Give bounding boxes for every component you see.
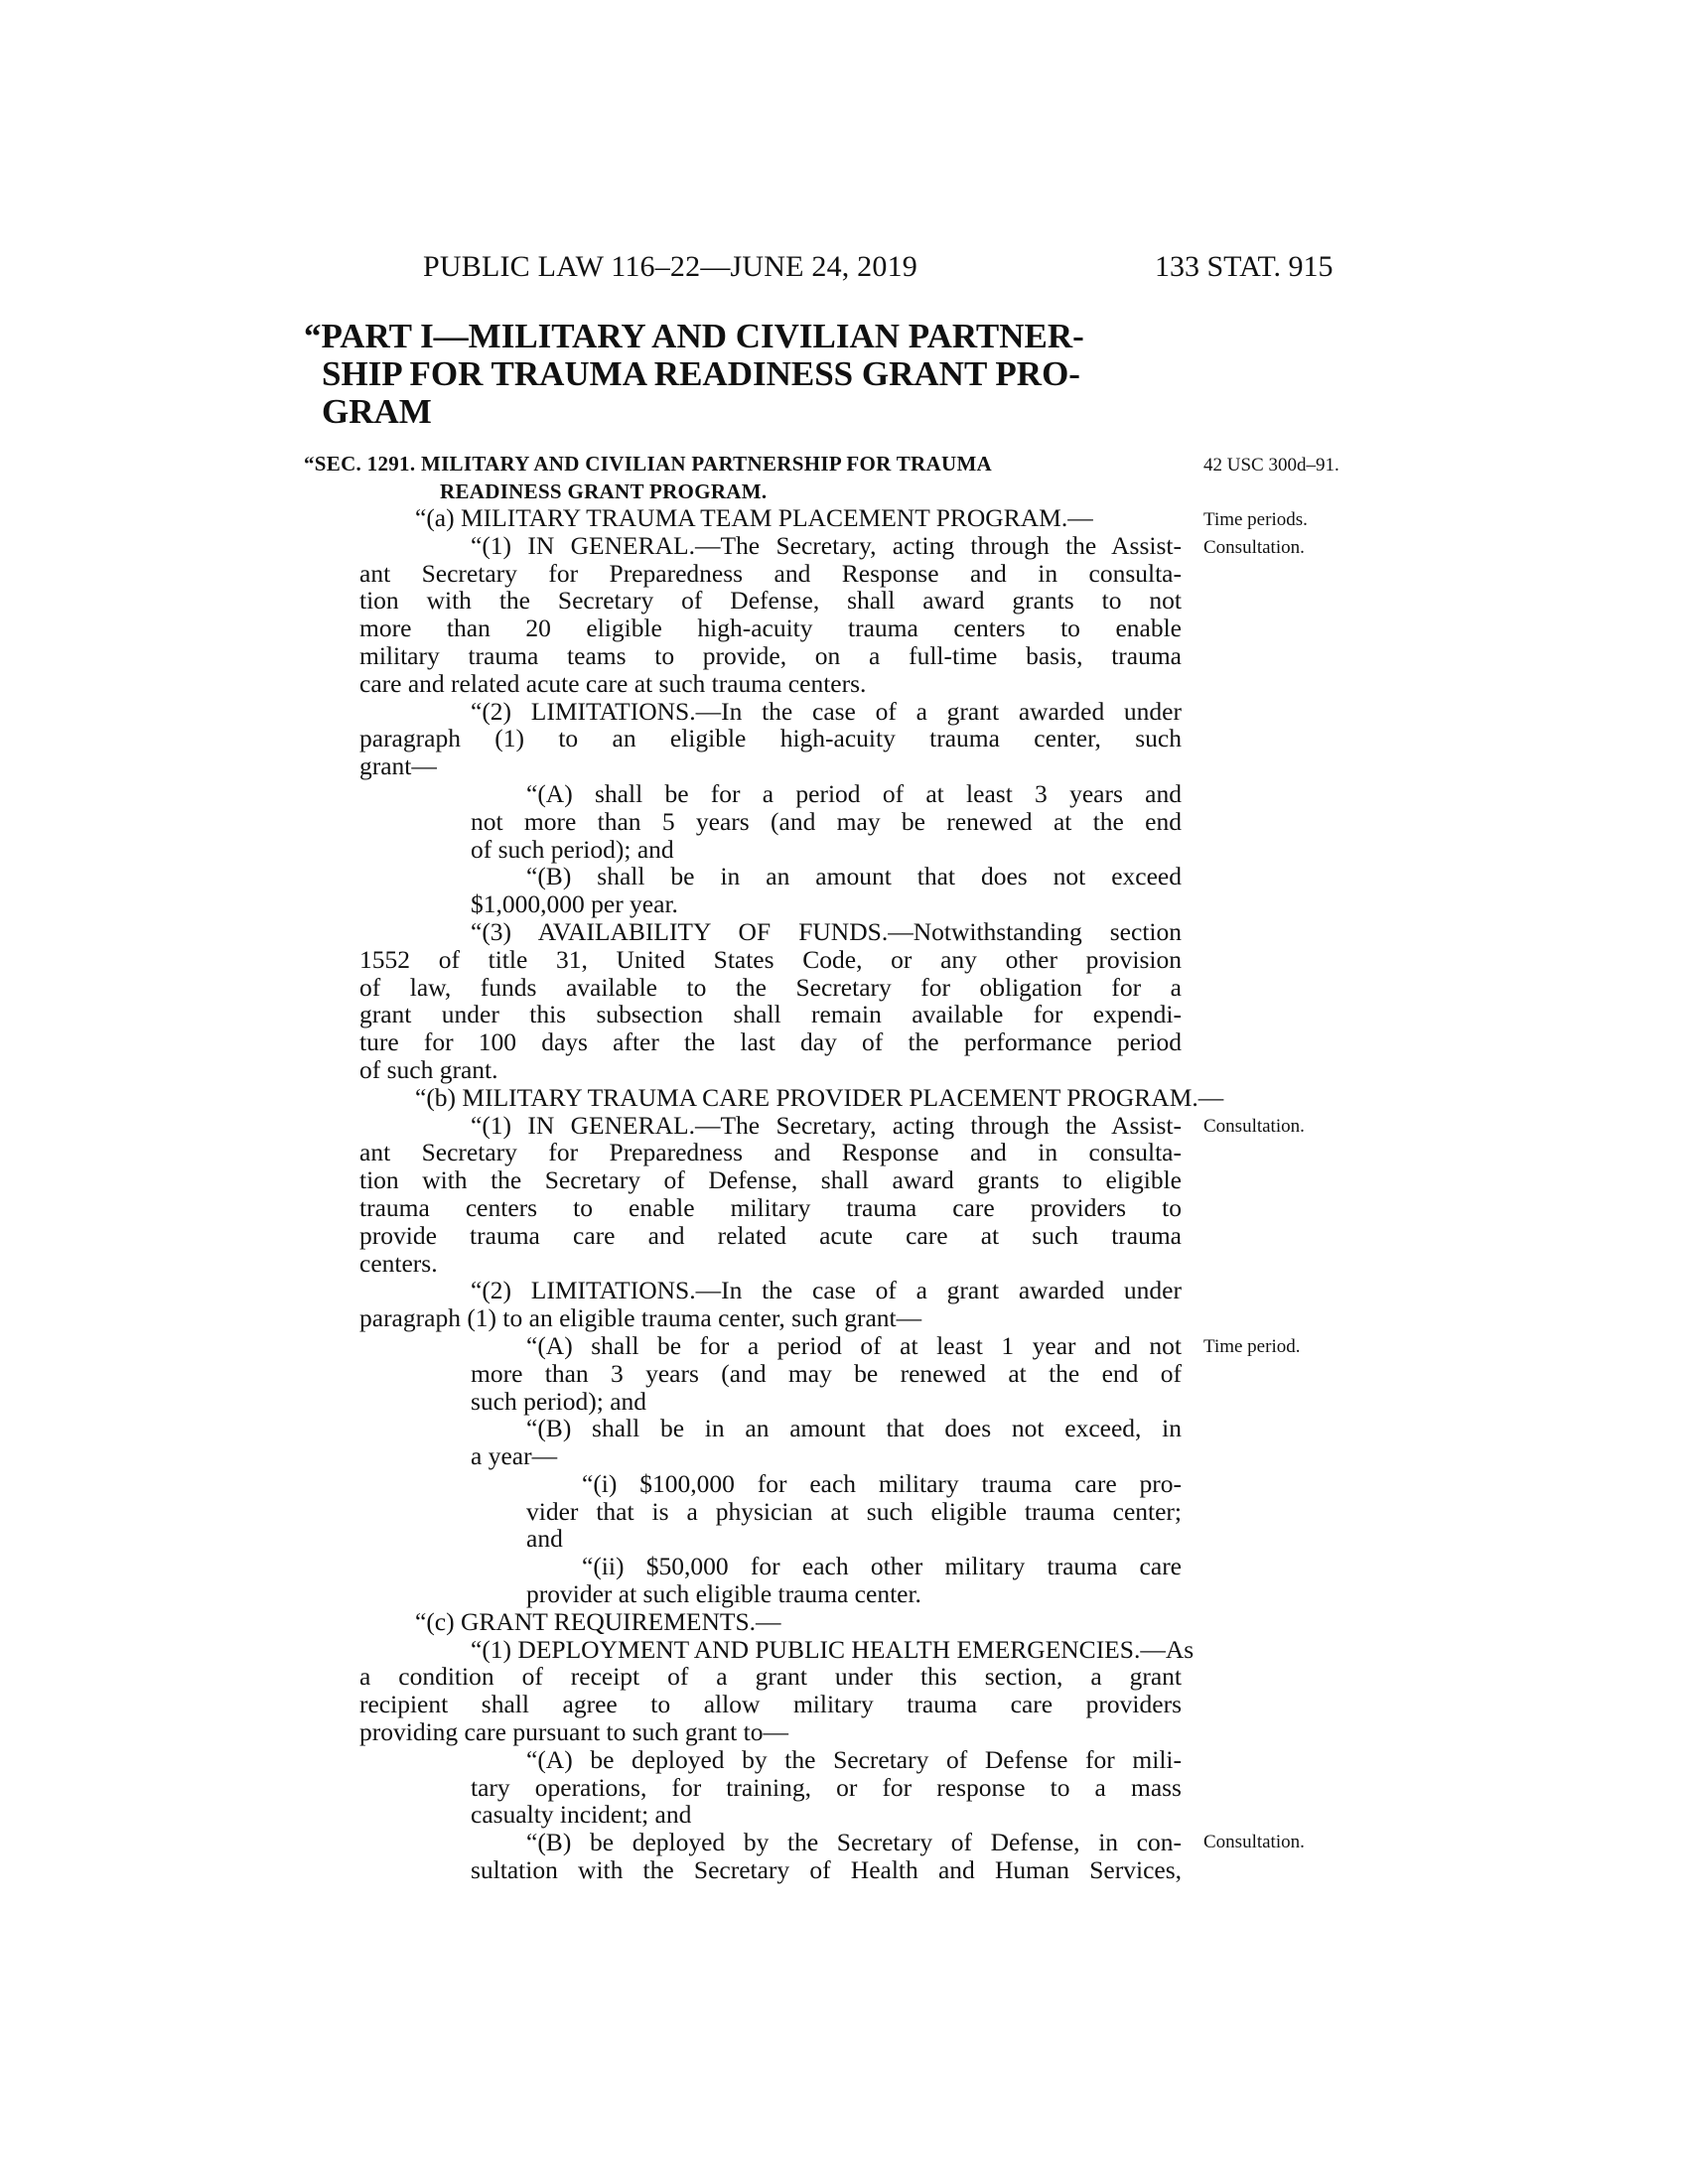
body-line: “(2) LIMITATIONS.—In the case of a grant awarded under — [471, 1276, 1182, 1305]
body-line: centers. — [359, 1248, 438, 1278]
body-line: care and related acute care at such trauma centers. — [359, 668, 867, 698]
body-line: sultation with the Secretary of Health and Human Services, — [471, 1855, 1182, 1885]
body-line: “(i) $100,000 for each military trauma care pro- — [582, 1468, 1182, 1498]
body-line: “(ii) $50,000 for each other military trauma care — [582, 1552, 1182, 1581]
section-heading-line: “SEC. 1291. MILITARY AND CIVILIAN PARTNERSHIP FOR TRAUMA — [304, 452, 993, 476]
body-line: “(1) IN GENERAL.—The Secretary, acting through the Assist- — [471, 530, 1182, 560]
body-line: provider at such eligible trauma center. — [526, 1579, 921, 1609]
body-line: of such period); and — [471, 834, 674, 864]
body-line: vider that is a physician at such eligible trauma center; — [526, 1496, 1182, 1526]
body-line: 1552 of title 31, United States Code, or any other provision — [359, 944, 1182, 974]
body-line: provide trauma care and related acute care at such trauma — [359, 1220, 1182, 1250]
margin-note-usc: 42 USC 300d–91. — [1203, 455, 1339, 476]
body-line: a condition of receipt of a grant under this section, a grant — [359, 1662, 1182, 1692]
body-line: grant— — [359, 751, 437, 781]
body-line: ant Secretary for Preparedness and Response and in consulta- — [359, 558, 1182, 588]
margin-note-consultation: Consultation. — [1203, 537, 1305, 558]
body-line: more than 20 eligible high-acuity trauma centers to enable — [359, 614, 1182, 643]
body-line: “(2) LIMITATIONS.—In the case of a grant awarded under — [471, 696, 1182, 726]
margin-note-consultation: Consultation. — [1203, 1116, 1305, 1137]
subsection-heading-line: “(a) MILITARY TRAUMA TEAM PLACEMENT PROGRAM.— — [415, 503, 1093, 532]
body-line: recipient shall agree to allow military trauma care providers — [359, 1690, 1182, 1719]
body-line: grant under this subsection shall remain available for expendi- — [359, 1000, 1182, 1029]
body-line: “(A) shall be for a period of at least 3 years and — [526, 778, 1182, 808]
margin-note-consultation: Consultation. — [1203, 1832, 1305, 1852]
body-line: “(B) shall be in an amount that does not exceed, in — [526, 1414, 1182, 1443]
body-line: tary operations, for training, or for response to a mass — [471, 1772, 1182, 1802]
subsection-heading-line: “(b) MILITARY TRAUMA CARE PROVIDER PLACEMENT PROGRAM.— — [415, 1082, 1224, 1112]
body-line: paragraph (1) to an eligible high-acuity trauma center, such — [359, 724, 1182, 753]
body-line: trauma centers to enable military trauma care providers to — [359, 1192, 1182, 1222]
running-header-law: PUBLIC LAW 116–22—JUNE 24, 2019 — [423, 250, 917, 283]
body-line: ant Secretary for Preparedness and Response and in consulta- — [359, 1138, 1182, 1167]
body-line: “(B) shall be in an amount that does not exceed — [526, 862, 1182, 891]
body-line: of such grant. — [359, 1054, 498, 1084]
body-line: paragraph (1) to an eligible trauma center, such grant— — [359, 1303, 922, 1333]
body-line: “(A) be deployed by the Secretary of Defense for mili- — [526, 1744, 1182, 1774]
body-line: “(1) IN GENERAL.—The Secretary, acting through the Assist- — [471, 1110, 1182, 1140]
part-title-line: “PART I—MILITARY AND CIVILIAN PARTNER- — [304, 317, 1084, 355]
body-line: military trauma teams to provide, on a full-time basis, trauma — [359, 640, 1182, 670]
margin-note-time-periods: Time periods. — [1203, 509, 1308, 530]
body-line: tion with the Secretary of Defense, shall award grants to eligible — [359, 1165, 1182, 1195]
part-title — [304, 318, 1197, 431]
body-line: and — [526, 1524, 563, 1554]
statute-body-text — [359, 503, 1224, 1885]
body-line: ture for 100 days after the last day of the performance period — [359, 1027, 1182, 1057]
body-line: a year— — [471, 1441, 558, 1471]
body-line: “(3) AVAILABILITY OF FUNDS.—Notwithstanding section — [471, 916, 1182, 946]
section-heading — [304, 450, 1178, 505]
section-heading-line: READINESS GRANT PROGRAM. — [440, 479, 768, 503]
body-line: casualty incident; and — [471, 1800, 692, 1830]
body-line: of law, funds available to the Secretary for obligation for a — [359, 972, 1182, 1002]
margin-note-time-period: Time period. — [1203, 1336, 1301, 1357]
running-header-stat-page: 133 STAT. 915 — [1155, 250, 1334, 283]
body-line: not more than 5 years (and may be renewed at the end — [471, 806, 1182, 836]
body-line: “(1) DEPLOYMENT AND PUBLIC HEALTH EMERGENCIES.—As — [471, 1634, 1195, 1664]
subsection-heading-line: “(c) GRANT REQUIREMENTS.— — [415, 1606, 781, 1636]
body-line: “(A) shall be for a period of at least 1 year and not — [526, 1330, 1182, 1360]
part-title-line: GRAM — [322, 392, 432, 431]
body-line: such period); and — [471, 1386, 647, 1416]
body-line: providing care pursuant to such grant to— — [359, 1717, 788, 1747]
body-line: tion with the Secretary of Defense, shall award grants to not — [359, 586, 1182, 615]
part-title-line: SHIP FOR TRAUMA READINESS GRANT PRO- — [322, 354, 1080, 393]
body-line: $1,000,000 per year. — [471, 889, 678, 919]
body-line: “(B) be deployed by the Secretary of Defense, in con- — [526, 1828, 1182, 1857]
body-line: more than 3 years (and may be renewed at the end of — [471, 1358, 1182, 1388]
